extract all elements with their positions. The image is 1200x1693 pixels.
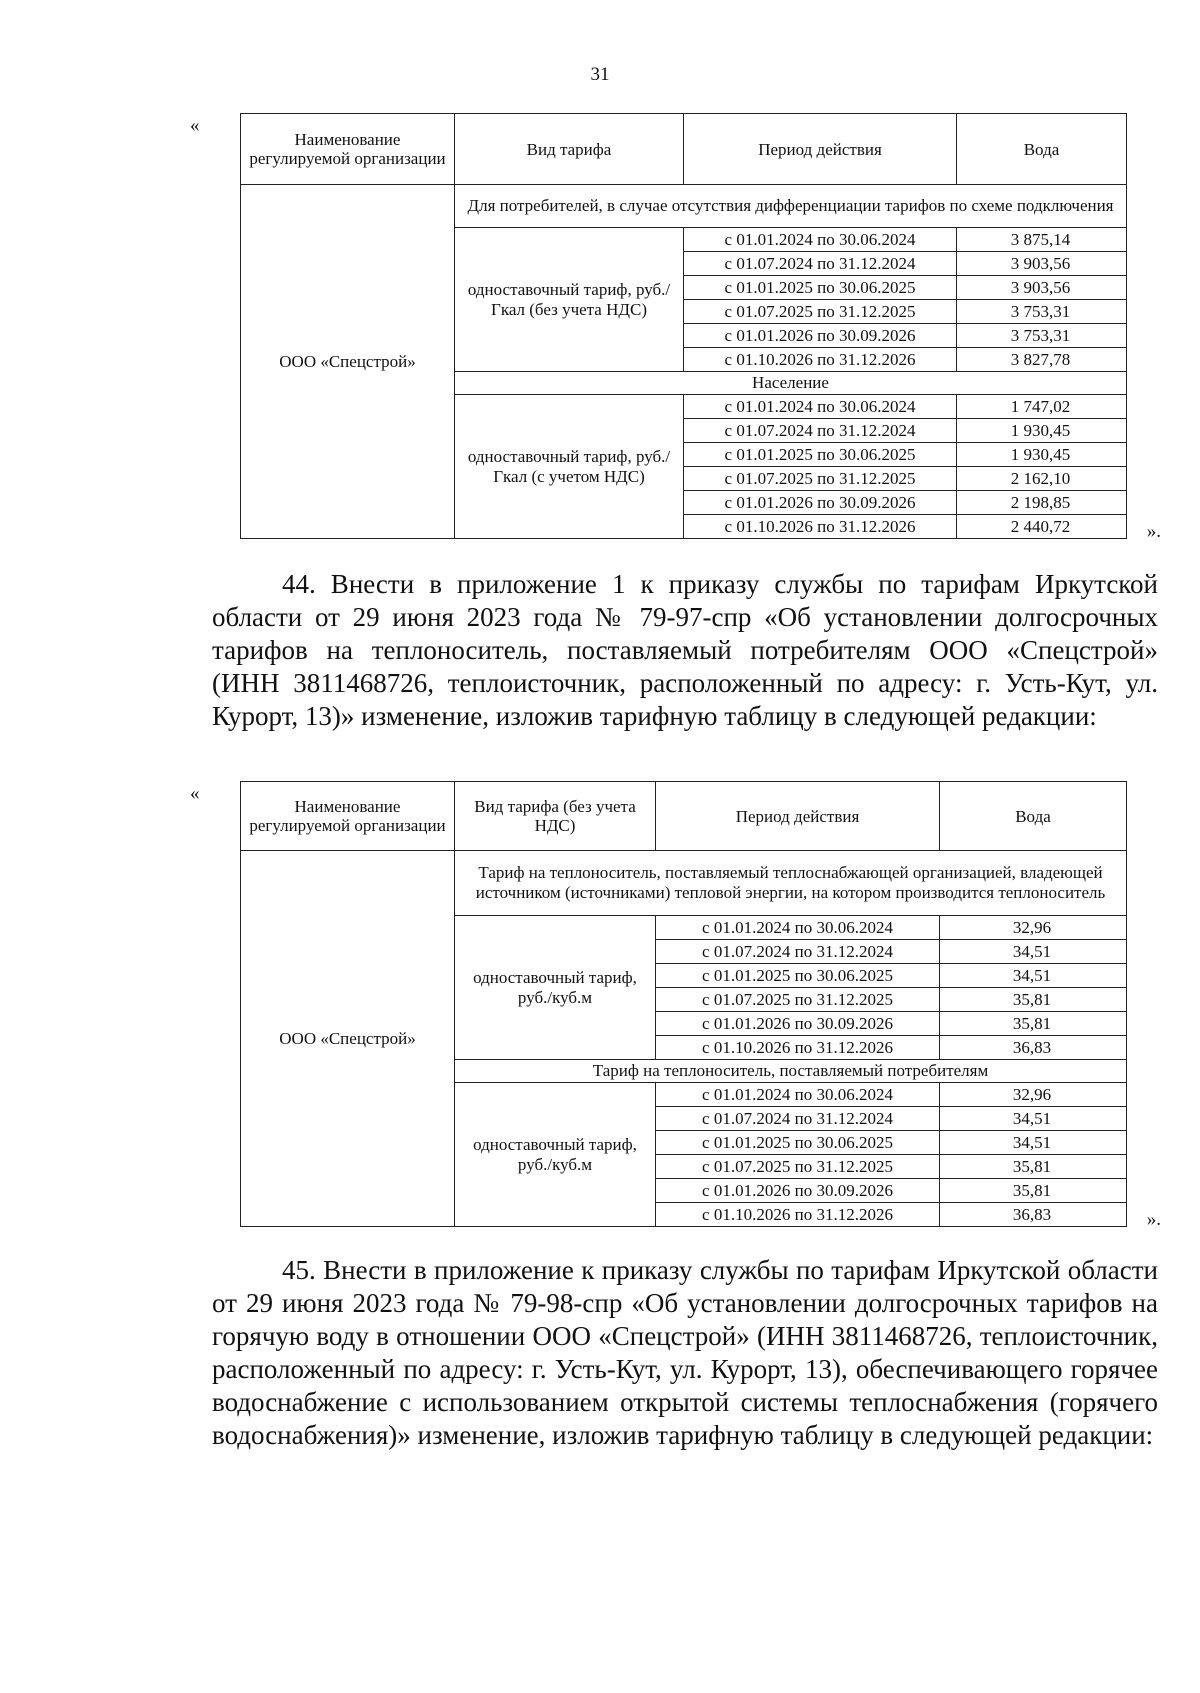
period-cell: с 01.01.2026 по 30.09.2026 xyxy=(656,1012,940,1036)
value-cell: 3 827,78 xyxy=(957,348,1127,372)
column-header: Наименование регулируемой организации xyxy=(241,782,455,851)
period-cell: с 01.01.2026 по 30.09.2026 xyxy=(684,491,957,515)
period-cell: с 01.07.2024 по 31.12.2024 xyxy=(684,252,957,276)
value-cell: 2 162,10 xyxy=(957,467,1127,491)
period-cell: с 01.07.2025 по 31.12.2025 xyxy=(684,467,957,491)
group-title: Тариф на теплоноситель, поставляемый потребителям xyxy=(455,1060,1127,1083)
quote-open-mark: « xyxy=(190,783,200,804)
header-row xyxy=(241,782,1127,851)
tariff-type: одноставочный тариф, руб./куб.м xyxy=(455,916,656,1060)
quote-close-mark: ». xyxy=(1146,1209,1161,1230)
period-cell: с 01.01.2025 по 30.06.2025 xyxy=(684,443,957,467)
value-cell: 1 930,45 xyxy=(957,443,1127,467)
value-cell: 36,83 xyxy=(940,1036,1127,1060)
period-cell: с 01.01.2024 по 30.06.2024 xyxy=(656,916,940,940)
column-header: Период действия xyxy=(656,782,940,851)
period-cell: с 01.01.2024 по 30.06.2024 xyxy=(684,395,957,419)
period-cell: с 01.01.2025 по 30.06.2025 xyxy=(684,276,957,300)
period-cell: с 01.07.2025 по 31.12.2025 xyxy=(656,988,940,1012)
period-cell: с 01.10.2026 по 31.12.2026 xyxy=(656,1203,940,1227)
value-cell: 1 747,02 xyxy=(957,395,1127,419)
column-header: Наименование регулируемой организации xyxy=(241,114,455,185)
period-cell: с 01.01.2026 по 30.09.2026 xyxy=(684,324,957,348)
period-cell: с 01.07.2024 по 31.12.2024 xyxy=(656,1107,940,1131)
value-cell: 34,51 xyxy=(940,964,1127,988)
value-cell: 3 903,56 xyxy=(957,252,1127,276)
tariff-type: одноставочный тариф, руб./Гкал (с учетом НДС) xyxy=(455,395,684,539)
value-cell: 34,51 xyxy=(940,1107,1127,1131)
group-title-row xyxy=(241,185,1127,228)
tariff-table-1-wrapper xyxy=(190,113,1161,542)
value-cell: 32,96 xyxy=(940,916,1127,940)
value-cell: 3 753,31 xyxy=(957,300,1127,324)
value-cell: 32,96 xyxy=(940,1083,1127,1107)
group-title: Население xyxy=(455,372,1127,395)
column-header: Вода xyxy=(940,782,1127,851)
organization-name: ООО «Спецстрой» xyxy=(241,851,455,1227)
paragraph-44: 44. Внести в приложение 1 к приказу службы по тарифам Иркутской области от 29 июня 2023 года № 79-97-спр «Об установлении долгосрочных тарифов на теплоноситель, поставляемый потребителям ООО «Спецстрой» (ИНН 3811468726, теплоисточник, расположенный по адресу: г. Усть-Кут, ул. Курорт, 13)» изменение, изложив тарифную таблицу в следующей редакции: xyxy=(212,569,1158,731)
column-header: Период действия xyxy=(684,114,957,185)
value-cell: 3 753,31 xyxy=(957,324,1127,348)
value-cell: 35,81 xyxy=(940,1012,1127,1036)
value-cell: 35,81 xyxy=(940,988,1127,1012)
value-cell: 34,51 xyxy=(940,940,1127,964)
column-header: Вид тарифа xyxy=(455,114,684,185)
tariff-type: одноставочный тариф, руб./куб.м xyxy=(455,1083,656,1227)
group-title-row xyxy=(241,851,1127,916)
value-cell: 35,81 xyxy=(940,1155,1127,1179)
period-cell: с 01.07.2025 по 31.12.2025 xyxy=(684,300,957,324)
value-cell: 36,83 xyxy=(940,1203,1127,1227)
group-title: Для потребителей, в случае отсутствия дифференциации тарифов по схеме подключения xyxy=(455,185,1127,228)
period-cell: с 01.01.2024 по 30.06.2024 xyxy=(656,1083,940,1107)
organization-name: ООО «Спецстрой» xyxy=(241,185,455,539)
value-cell: 2 440,72 xyxy=(957,515,1127,539)
period-cell: с 01.07.2024 по 31.12.2024 xyxy=(656,940,940,964)
quote-close-mark: ». xyxy=(1146,521,1161,542)
tariff-table-1 xyxy=(240,113,1127,539)
value-cell: 3 875,14 xyxy=(957,228,1127,252)
group-title: Тариф на теплоноситель, поставляемый теплоснабжающей организацией, владеющей источником (источниками) тепловой энергии, на котором производится теплоноситель xyxy=(455,851,1127,916)
page-number: 31 xyxy=(590,64,610,85)
period-cell: с 01.07.2025 по 31.12.2025 xyxy=(656,1155,940,1179)
column-header: Вода xyxy=(957,114,1127,185)
header-row xyxy=(241,114,1127,185)
tariff-type: одноставочный тариф, руб./Гкал (без учета НДС) xyxy=(455,228,684,372)
value-cell: 1 930,45 xyxy=(957,419,1127,443)
period-cell: с 01.01.2026 по 30.09.2026 xyxy=(656,1179,940,1203)
period-cell: с 01.01.2025 по 30.06.2025 xyxy=(656,964,940,988)
quote-open-mark: « xyxy=(190,115,200,136)
value-cell: 2 198,85 xyxy=(957,491,1127,515)
value-cell: 35,81 xyxy=(940,1179,1127,1203)
tariff-table-2-wrapper xyxy=(190,781,1161,1230)
value-cell: 3 903,56 xyxy=(957,276,1127,300)
period-cell: с 01.01.2024 по 30.06.2024 xyxy=(684,228,957,252)
value-cell: 34,51 xyxy=(940,1131,1127,1155)
period-cell: с 01.10.2026 по 31.12.2026 xyxy=(684,515,957,539)
column-header: Вид тарифа (без учета НДС) xyxy=(455,782,656,851)
period-cell: с 01.10.2026 по 31.12.2026 xyxy=(656,1036,940,1060)
tariff-table-2 xyxy=(240,781,1127,1227)
paragraph-45: 45. Внести в приложение к приказу службы по тарифам Иркутской области от 29 июня 2023 года № 79-98-спр «Об установлении долгосрочных тарифов на горячую воду в отношении ООО «Спецстрой» (ИНН 3811468726, теплоисточник, расположенный по адресу: г. Усть-Кут, ул. Курорт, 13), обеспечивающего горячее водоснабжение с использованием открытой системы теплоснабжения (горячего водоснабжения)» изменение, изложив тарифную таблицу в следующей редакции: xyxy=(212,1255,1158,1450)
period-cell: с 01.10.2026 по 31.12.2026 xyxy=(684,348,957,372)
period-cell: с 01.07.2024 по 31.12.2024 xyxy=(684,419,957,443)
period-cell: с 01.01.2025 по 30.06.2025 xyxy=(656,1131,940,1155)
